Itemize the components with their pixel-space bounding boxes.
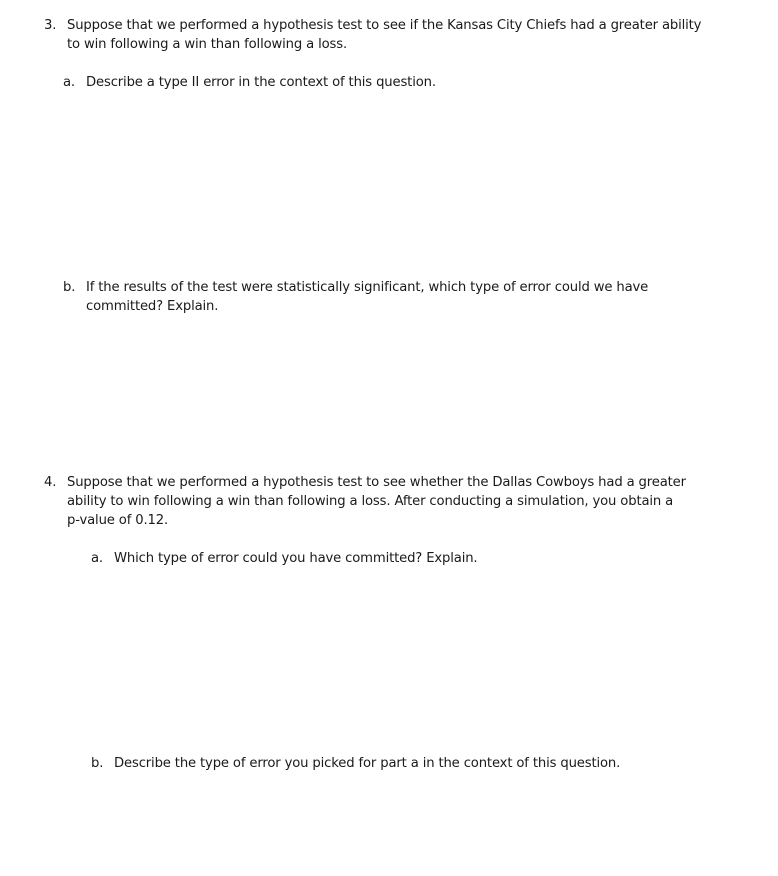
question-prompt-line: ability to win following a win than following a loss. After conducting a simulation, you obtain a	[67, 494, 674, 509]
question-prompt-line: p-value of 0.12.	[67, 513, 169, 528]
part-prompt-line: Which type of error could you have committed? Explain.	[114, 551, 478, 566]
part-prompt-line: If the results of the test were statistically significant, which type of error could we have	[86, 280, 649, 295]
question-number: 4.	[44, 475, 57, 490]
part-letter: a.	[63, 75, 75, 90]
part-letter: b.	[63, 280, 76, 295]
part-prompt-line: Describe the type of error you picked for part a in the context of this question.	[114, 756, 621, 771]
question-prompt-line: Suppose that we performed a hypothesis test to see whether the Dallas Cowboys had a greater	[67, 475, 686, 490]
part-prompt-line: committed? Explain.	[86, 299, 219, 314]
question-number: 3.	[44, 18, 57, 33]
question-prompt-line: to win following a win than following a loss.	[67, 37, 348, 52]
part-letter: a.	[91, 551, 103, 566]
part-prompt-line: Describe a type II error in the context of this question.	[86, 75, 436, 90]
part-letter: b.	[91, 756, 104, 771]
question-prompt-line: Suppose that we performed a hypothesis test to see if the Kansas City Chiefs had a greater ability	[67, 18, 702, 33]
